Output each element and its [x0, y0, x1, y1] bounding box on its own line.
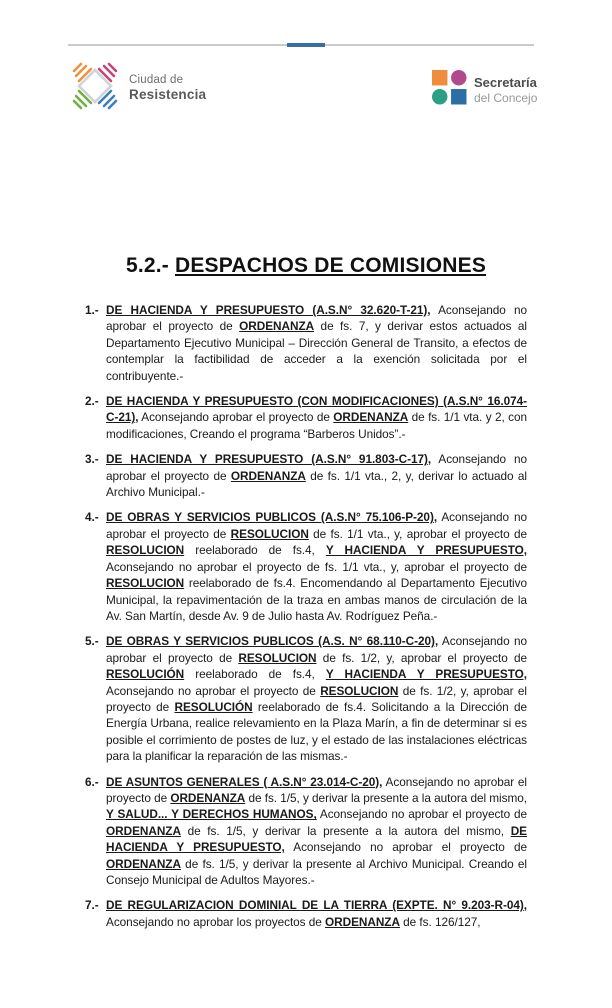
header-rule-accent: [287, 43, 325, 47]
item-run-emphasis: DE ASUNTOS GENERALES ( A.S.N° 23.014-C-20): [106, 774, 380, 789]
item-run-emphasis: Y SALUD... Y DERECHOS HUMANOS,: [106, 807, 317, 822]
item-number: 1.-: [85, 303, 99, 317]
item-run-emphasis: Y HACIENDA Y PRESUPUESTO,: [325, 543, 527, 558]
item-run-text: Aconsejando no aprobar el proyecto de: [106, 452, 528, 483]
item-run-emphasis: RESOLUCION: [230, 526, 309, 541]
item-run-text: de fs. 1/1 vta., 2, y, derivar lo actuado al Archivo Municipal.-: [106, 468, 527, 500]
item-run-text: de fs. 1/1 vta. y 2, con modificaciones, Creando el programa “Barberos Unidos”.-: [106, 410, 527, 441]
comision-item: [85, 509, 527, 624]
item-run-text: reelaborado de fs.4,: [184, 543, 326, 558]
concejo-logo-line1: Secretaría: [474, 75, 537, 90]
item-run-emphasis: Y HACIENDA Y PRESUPUESTO,: [325, 667, 527, 682]
comision-item: [85, 451, 527, 500]
item-run-text: de fs. 1/1 vta., y, aprobar el proyecto de: [308, 526, 527, 541]
item-run-text: de fs. 1/5, y derivar la presente a la autora del mismo,: [245, 790, 527, 805]
item-run-text: Aconsejando no aprobar el proyecto de: [106, 683, 321, 698]
comision-item: [85, 393, 527, 442]
concejo-circle-magenta: [451, 70, 466, 85]
item-number: 7.-: [85, 898, 99, 913]
item-run-text: reelaborado de fs.4. Solicitando a la Dirección de Energía Urbana, realice relevamiento en la Plaza Marín, a fin de determinar si es posible el corrimiento de postes de luz, y el estado de las instalaciones eléctricas para la planificar la reparación de las mismas.-: [106, 699, 527, 764]
resistencia-logo: [70, 60, 206, 117]
item-run-emphasis: DE REGULARIZACION DOMINIAL DE LA TIERRA (EXPTE. N° 9.203-R-04): [106, 898, 524, 913]
item-run-emphasis: ,: [433, 510, 438, 525]
item-run-emphasis: ORDENANZA: [333, 410, 409, 425]
item-run-emphasis: ORDENANZA: [170, 790, 246, 805]
item-run-emphasis: ORDENANZA: [325, 914, 400, 929]
section-number: 5.2.-: [125, 254, 169, 277]
item-run-emphasis: ORDENANZA: [106, 823, 181, 838]
item-run-emphasis: DE HACIENDA Y PRESUPUESTO,: [106, 823, 527, 855]
item-run-text: de fs. 1/2, y, aprobar el proyecto de: [106, 683, 528, 714]
concejo-square-orange: [432, 70, 447, 85]
item-run-text: Aconsejando no aprobar el proyecto de: [106, 303, 527, 334]
resistencia-logo-line1: Ciudad de: [129, 73, 184, 86]
item-run-text: reelaborado de fs.4. Encomendando al Departamento Ejecutivo Municipal, la repavimentación de la traza en ambas manos de circulación de la Av. San Martín, desde Av. 9 de Julio hasta Av. Rodríguez Peña.-: [106, 576, 527, 623]
item-run-emphasis: ,: [427, 303, 431, 317]
items-list: [85, 302, 527, 939]
item-run-emphasis: RESOLUCIÓN: [174, 699, 253, 714]
item-number: 6.-: [85, 774, 99, 789]
comision-item: [85, 897, 527, 930]
item-run-text: reelaborado de fs.4,: [184, 667, 326, 682]
item-run-text: Aconsejando no aprobar el proyecto de: [316, 807, 527, 822]
section-title-text: DESPACHOS DE COMISIONES: [174, 254, 487, 277]
item-run-text: de fs. 126/127,: [399, 914, 481, 929]
item-run-emphasis: RESOLUCION: [106, 576, 185, 591]
item-run-emphasis: DE HACIENDA Y PRESUPUESTO (CON MODIFICACIONES) (A.S.N° 16.074-C-21): [106, 394, 527, 425]
item-run-text: Aconsejando no aprobar el proyecto de: [106, 774, 528, 805]
item-run-text: Aconsejando aprobar el proyecto de: [138, 410, 334, 425]
item-run-emphasis: ,: [427, 452, 432, 467]
item-run-text: Aconsejando no aprobar el proyecto de: [106, 634, 527, 665]
resistencia-logo-icon: [70, 60, 120, 117]
item-run-text: Aconsejando no aprobar el proyecto de: [106, 510, 527, 541]
item-run-text: de fs. 7, y derivar estos actuados al Departamento Ejecutivo Municipal – Dirección General de Transito, a efectos de contemplar la factibilidad de acceder a la exención solicitada por el contribuyente.-: [106, 319, 527, 383]
item-run-text: de fs. 1/2, y, aprobar el proyecto de: [316, 650, 528, 665]
item-run-emphasis: RESOLUCIÓN: [106, 667, 185, 682]
item-run-emphasis: ,: [379, 774, 383, 789]
section-title: [85, 254, 527, 278]
item-run-emphasis: DE HACIENDA Y PRESUPUESTO (A.S.N° 32.620-T-21): [106, 303, 428, 317]
concejo-circle-teal: [432, 89, 447, 104]
comision-item: [85, 302, 527, 384]
item-run-emphasis: ORDENANZA: [230, 468, 306, 483]
item-run-text: Aconsejando no aprobar el proyecto de fs. 1/1 vta., y, aprobar el proyecto de: [106, 559, 527, 574]
item-number: 5.-: [85, 634, 99, 649]
item-run-emphasis: RESOLUCION: [320, 683, 399, 698]
item-run-emphasis: DE HACIENDA Y PRESUPUESTO (A.S.N° 91.803-C-17): [106, 452, 428, 467]
comision-item: [85, 633, 527, 764]
concejo-logo: [432, 70, 537, 110]
item-run-text: de fs. 1/5, y derivar la presente a la autora del mismo,: [180, 823, 511, 838]
comision-item: [85, 774, 527, 889]
item-run-text: Aconsejando no aprobar los proyectos de: [106, 914, 326, 929]
item-run-emphasis: DE OBRAS Y SERVICIOS PUBLICOS (A.S.N° 75.106-P-20): [106, 510, 434, 525]
concejo-logo-icon: [432, 70, 467, 110]
item-run-emphasis: ,: [135, 410, 139, 425]
item-run-emphasis: ,: [434, 634, 439, 649]
concejo-logo-line2: del Concejo: [474, 90, 538, 105]
item-run-emphasis: ,: [523, 898, 527, 913]
item-run-emphasis: RESOLUCION: [106, 543, 185, 558]
concejo-square-blue: [451, 89, 466, 104]
item-run-emphasis: ORDENANZA: [106, 856, 181, 871]
item-run-emphasis: DE OBRAS Y SERVICIOS PUBLICOS (A.S. N° 68.110-C-20): [106, 634, 435, 649]
item-run-emphasis: ORDENANZA: [239, 319, 315, 334]
item-number: 2.-: [85, 394, 99, 409]
item-run-emphasis: RESOLUCION: [238, 650, 317, 665]
item-number: 3.-: [85, 452, 99, 467]
item-number: 4.-: [85, 510, 99, 525]
item-run-text: de fs. 1/5, y derivar la presente al Archivo Municipal. Creando el Consejo Municipal de Adultos Mayores.-: [106, 856, 527, 887]
resistencia-logo-line2: Resistencia: [129, 87, 207, 103]
item-run-text: Aconsejando no aprobar el proyecto de: [284, 840, 527, 855]
